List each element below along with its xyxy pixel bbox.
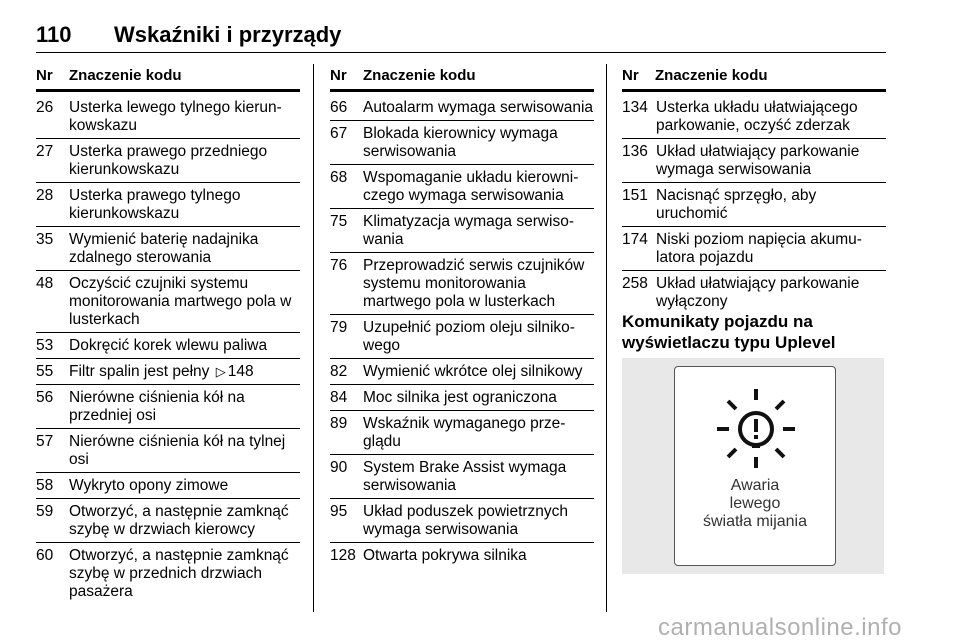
code-table-1 (36, 64, 300, 604)
table-row (330, 499, 594, 543)
display-figure (622, 358, 884, 574)
code-table-2 (330, 64, 594, 568)
header-nr: Nr (622, 67, 639, 84)
table-row (330, 209, 594, 253)
exterior-light-warning-icon (711, 385, 801, 475)
table-row (330, 253, 594, 315)
row-description: System Brake Assist wymaga serwisowania (363, 459, 567, 494)
table-header (330, 64, 594, 92)
section-title-line: Komunikaty pojazdu na (622, 312, 813, 331)
watermark-text: carmanualsonline.info (658, 614, 902, 641)
table-row (330, 455, 594, 499)
row-code: 76 (330, 257, 348, 274)
table-row (36, 385, 300, 429)
table-row (622, 271, 886, 314)
table-row (36, 333, 300, 359)
row-code: 82 (330, 363, 348, 380)
table-row (36, 473, 300, 499)
table-row (330, 95, 594, 121)
table-row (330, 121, 594, 165)
row-code: 55 (36, 363, 54, 380)
table-header (622, 64, 886, 92)
page-header (36, 20, 886, 53)
row-description: Wspomaganie układu kierowniczego wymaga serwisowania (363, 169, 579, 204)
column-divider (313, 64, 314, 612)
display-message-line: światła mijania (702, 513, 808, 530)
row-code: 57 (36, 433, 54, 450)
row-code: 84 (330, 389, 348, 406)
row-code: 48 (36, 275, 54, 292)
row-description: Wskaźnik wymaganego przeglądu (363, 415, 566, 450)
row-code: 53 (36, 337, 54, 354)
row-code: 90 (330, 459, 348, 476)
table-row (36, 95, 300, 139)
row-code: 75 (330, 213, 348, 230)
section-title (622, 311, 886, 353)
header-description: Znaczenie kodu (655, 67, 768, 84)
row-description: Usterka lewego tylnego kierunkowskazu (69, 99, 282, 134)
row-description: Przeprowadzić serwis czujników systemu monitorowania martwego pola w lusterkach (363, 257, 585, 310)
display-message (675, 477, 835, 531)
row-description: Otwarta pokrywa silnika (363, 547, 527, 564)
table-row (36, 499, 300, 543)
row-code: 28 (36, 187, 54, 204)
row-code: 67 (330, 125, 348, 142)
table-row (36, 227, 300, 271)
table-row (622, 183, 886, 227)
table-row (36, 429, 300, 473)
header-description: Znaczenie kodu (69, 67, 182, 84)
row-description: Nierówne ciśnienia kół na przedniej osi (69, 389, 245, 424)
table-row (36, 139, 300, 183)
row-code: 79 (330, 319, 348, 336)
table-row (622, 227, 886, 271)
page-reference[interactable]: 148 (227, 363, 254, 380)
table-row (36, 543, 300, 604)
row-description: Usterka prawego tylnego kierunkowskazu (69, 187, 241, 222)
header-nr: Nr (330, 67, 347, 84)
row-description: Wymienić baterię nadajnika zdalnego sterowania (69, 231, 259, 266)
row-description: Układ poduszek powietrznych wymaga serwisowania (363, 503, 569, 538)
table-row (622, 139, 886, 183)
row-description: Usterka układu ułatwiającego parkowanie, oczyść zderzak (656, 99, 858, 134)
row-code: 151 (622, 187, 648, 204)
table-row (36, 271, 300, 333)
header-nr: Nr (36, 67, 53, 84)
table-row (330, 385, 594, 411)
display-message-line: lewego (729, 495, 781, 512)
row-description: Autoalarm wymaga serwisowania (363, 99, 594, 116)
code-table-3 (622, 64, 886, 314)
row-description: Układ ułatwiający parkowanie wyłączony (656, 275, 860, 310)
table-row (330, 543, 594, 568)
row-code: 258 (622, 275, 648, 292)
page-reference-arrow-icon: ▷ (215, 364, 226, 379)
row-description: Układ ułatwiający parkowanie wymaga serwisowania (656, 143, 860, 178)
uplevel-display (674, 366, 836, 566)
header-description: Znaczenie kodu (363, 67, 476, 84)
table-row (36, 359, 300, 385)
row-code: 56 (36, 389, 54, 406)
row-code: 174 (622, 231, 648, 248)
table-row (622, 95, 886, 139)
table-row (330, 315, 594, 359)
row-description: Blokada kierownicy wymaga serwisowania (363, 125, 558, 160)
row-code: 136 (622, 143, 648, 160)
row-description: Niski poziom napięcia akumulatora pojazdu (656, 231, 862, 266)
row-code: 35 (36, 231, 54, 248)
table-row (330, 165, 594, 209)
row-code: 134 (622, 99, 648, 116)
row-code: 68 (330, 169, 348, 186)
row-code: 60 (36, 547, 54, 564)
row-description-text: Filtr spalin jest pełny (69, 363, 210, 380)
table-row (330, 411, 594, 455)
table-header (36, 64, 300, 92)
row-description (69, 363, 300, 381)
watermark (0, 612, 960, 642)
row-code: 66 (330, 99, 348, 116)
row-code: 59 (36, 503, 54, 520)
row-code: 89 (330, 415, 348, 432)
row-code: 128 (330, 547, 356, 564)
row-description: Wykryto opony zimowe (69, 477, 229, 494)
row-code: 95 (330, 503, 348, 520)
row-description: Usterka prawego przedniego kierunkowskazu (69, 143, 268, 178)
row-description: Otworzyć, a następnie zamknąć szybę w przednich drzwiach pasażera (69, 547, 289, 600)
page-title: Wskaźniki i przyrządy (114, 22, 342, 47)
row-code: 27 (36, 143, 54, 160)
row-description: Oczyścić czujniki systemu monitorowania martwego pola w lusterkach (69, 275, 292, 328)
page-number: 110 (36, 22, 72, 47)
column-divider (606, 64, 607, 612)
display-message-line: Awaria (730, 477, 780, 494)
row-description: Moc silnika jest ograniczona (363, 389, 557, 406)
row-description: Nacisnąć sprzęgło, aby uruchomić (656, 187, 817, 222)
table-row (36, 183, 300, 227)
row-description: Dokręcić korek wlewu paliwa (69, 337, 268, 354)
row-code: 58 (36, 477, 54, 494)
row-description: Nierówne ciśnienia kół na tylnej osi (69, 433, 286, 468)
table-row (330, 359, 594, 385)
row-code: 26 (36, 99, 54, 116)
row-description: Otworzyć, a następnie zamknąć szybę w drzwiach kierowcy (69, 503, 289, 538)
row-description: Klimatyzacja wymaga serwisowania (363, 213, 575, 248)
section-title-line: wyświetlaczu typu Uplevel (622, 333, 836, 352)
row-description: Wymienić wkrótce olej silnikowy (363, 363, 583, 380)
row-description: Uzupełnić poziom oleju silnikowego (363, 319, 575, 354)
